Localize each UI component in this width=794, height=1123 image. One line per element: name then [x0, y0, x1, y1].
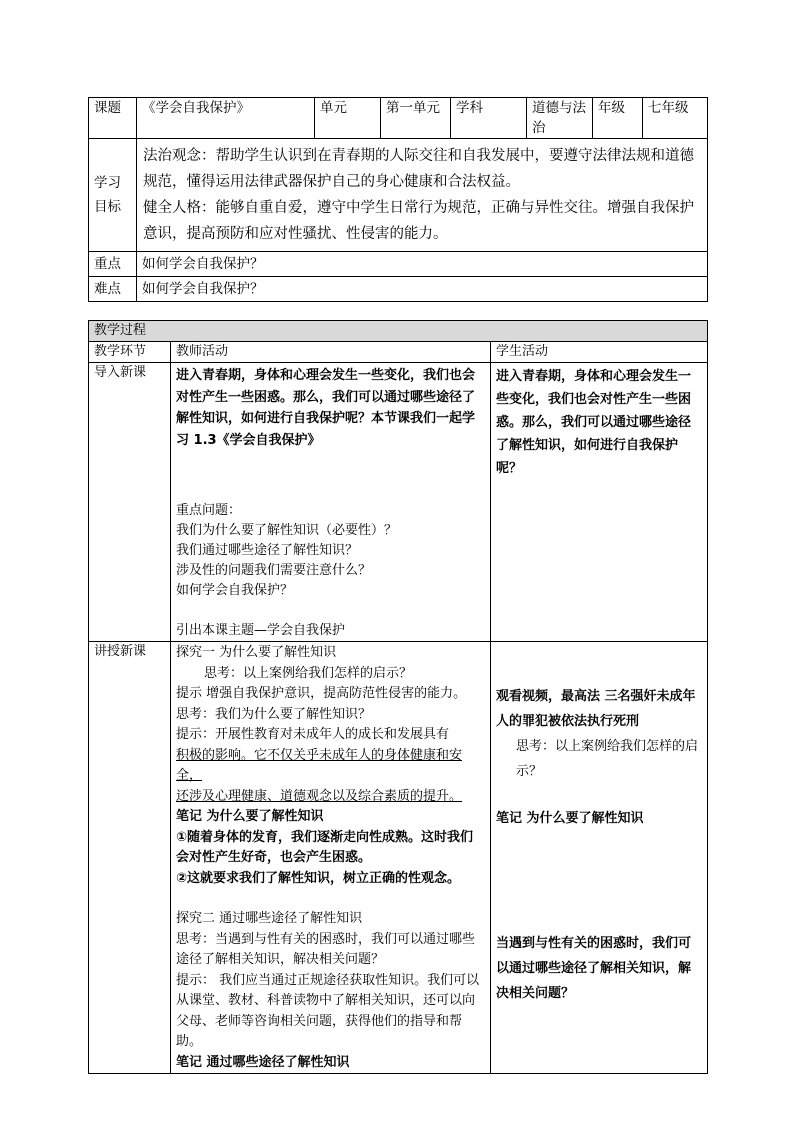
explore1-note: 笔记 为什么要了解性知识 — [176, 809, 324, 824]
explore1-hint2-a: 提示：开展性教育对未成年人的成长和发展具有 — [176, 727, 450, 742]
stage-new-lesson-label: 讲授新课 — [89, 642, 171, 1074]
lead-topic: 引出本课主题—学会自我保护 — [176, 623, 346, 638]
key-question-1: 我们为什么要了解性知识（必要性）？ — [176, 523, 398, 538]
key-point-value: 如何学会自我保护？ — [137, 252, 708, 277]
subject-label: 学科 — [451, 98, 527, 139]
student-note: 笔记 为什么要了解性知识 — [496, 811, 644, 826]
key-question-4: 如何学会自我保护？ — [176, 583, 294, 598]
key-point-label: 重点 — [89, 252, 137, 277]
student-video: 观看视频，最高法 三名强奸未成年人的罪犯被依法执行死刑 — [496, 689, 696, 729]
subject-value: 道德与法治 — [527, 98, 593, 139]
explore1-think2: 思考：我们为什么要了解性知识？ — [176, 706, 372, 722]
difficulty-value: 如何学会自我保护？ — [137, 277, 708, 302]
explore1-hint2-c: 还涉及心理健康、道德观念以及综合素质的提升。 — [176, 788, 463, 804]
explore1-title: 探究一 为什么要了解性知识 — [176, 645, 337, 660]
key-question-2: 我们通过哪些途径了解性知识？ — [176, 543, 359, 558]
explore1-think: 思考：以上案例给我们怎样的启示？ — [204, 665, 413, 681]
explore1-note-1: ①随着身体的发育，我们逐渐走向性成熟。这时我们会对性产生好奇，也会产生困惑。 — [176, 829, 474, 865]
stage-new-lesson-teacher — [171, 642, 491, 1074]
explore2-title: 探究二 通过哪些途径了解性知识 — [176, 911, 363, 926]
grade-value: 七年级 — [643, 98, 708, 139]
col-stage: 教学环节 — [89, 342, 171, 363]
teaching-process-table — [88, 320, 708, 1074]
key-questions-title: 重点问题： — [176, 503, 242, 518]
grade-label: 年级 — [593, 98, 643, 139]
lesson-info-table — [88, 97, 708, 302]
explore1-note-2: ②这就要求我们了解性知识，树立正确的性观念。 — [176, 870, 461, 886]
unit-value: 第一单元 — [381, 98, 451, 139]
stage-new-lesson-student — [491, 642, 708, 1074]
course-value: 《学会自我保护》 — [137, 98, 315, 139]
student-think: 思考：以上案例给我们怎样的启示？ — [516, 739, 699, 779]
stage-intro-label: 导入新课 — [89, 363, 171, 642]
intro-student-text: 进入青春期，身体和心理会发生一些变化，我们也会对性产生一些困惑。那么，我们可以通过哪些途径了解性知识，如何进行自我保护呢？ — [496, 369, 692, 476]
col-student: 学生活动 — [491, 342, 708, 363]
difficulty-label: 难点 — [89, 277, 137, 302]
col-teacher: 教师活动 — [171, 342, 491, 363]
explore2-note: 笔记 通过哪些途径了解性知识 — [176, 1054, 350, 1070]
goals-label: 学习目标 — [89, 139, 137, 252]
explore2-think: 思考：当遇到与性有关的困惑时，我们可以通过哪些途径了解相关知识，解决相关问题？ — [176, 931, 476, 967]
explore1-hint: 提示 增强自我保护意识，提高防范性侵害的能力。 — [176, 686, 467, 701]
intro-text: 进入青春期，身体和心理会发生一些变化，我们也会对性产生一些困惑。那么，我们可以通过哪些途径了解性知识，如何进行自我保护呢？本节课我们一起学习 1.3《学会自我保护》 — [176, 368, 476, 448]
explore2-hint: 提示： 我们应当通过正规途径获取性知识。我们可以从课堂、教材、科普读物中了解相关知识，还可以向父母、老师等咨询相关问题，获得他们的指导和帮助。 — [176, 972, 480, 1049]
student-question: 当遇到与性有关的困惑时，我们可以通过哪些途径了解相关知识，解决相关问题？ — [496, 936, 692, 1001]
goal-rule-of-law: 法治观念：帮助学生认识到在青春期的人际交往和自我发展中，要遵守法律法规和道德规范，懂得运用法律武器保护自己的身心健康和合法权益。 — [143, 148, 694, 190]
unit-label: 单元 — [315, 98, 381, 139]
key-question-3: 涉及性的问题我们需要注意什么？ — [176, 563, 372, 578]
course-label: 课题 — [89, 98, 137, 139]
stage-intro-teacher — [171, 363, 491, 642]
process-title: 教学过程 — [89, 321, 708, 342]
goal-personality: 健全人格：能够自重自爱，遵守中学生日常行为规范，正确与异性交往。增强自我保护意识，提高预防和应对性骚扰、性侵害的能力。 — [143, 200, 694, 242]
stage-intro-student — [491, 363, 708, 642]
goals-content — [137, 139, 708, 252]
explore1-hint2-b: 积极的影响。它不仅关乎未成年人的身体健康和安全， — [176, 747, 463, 783]
